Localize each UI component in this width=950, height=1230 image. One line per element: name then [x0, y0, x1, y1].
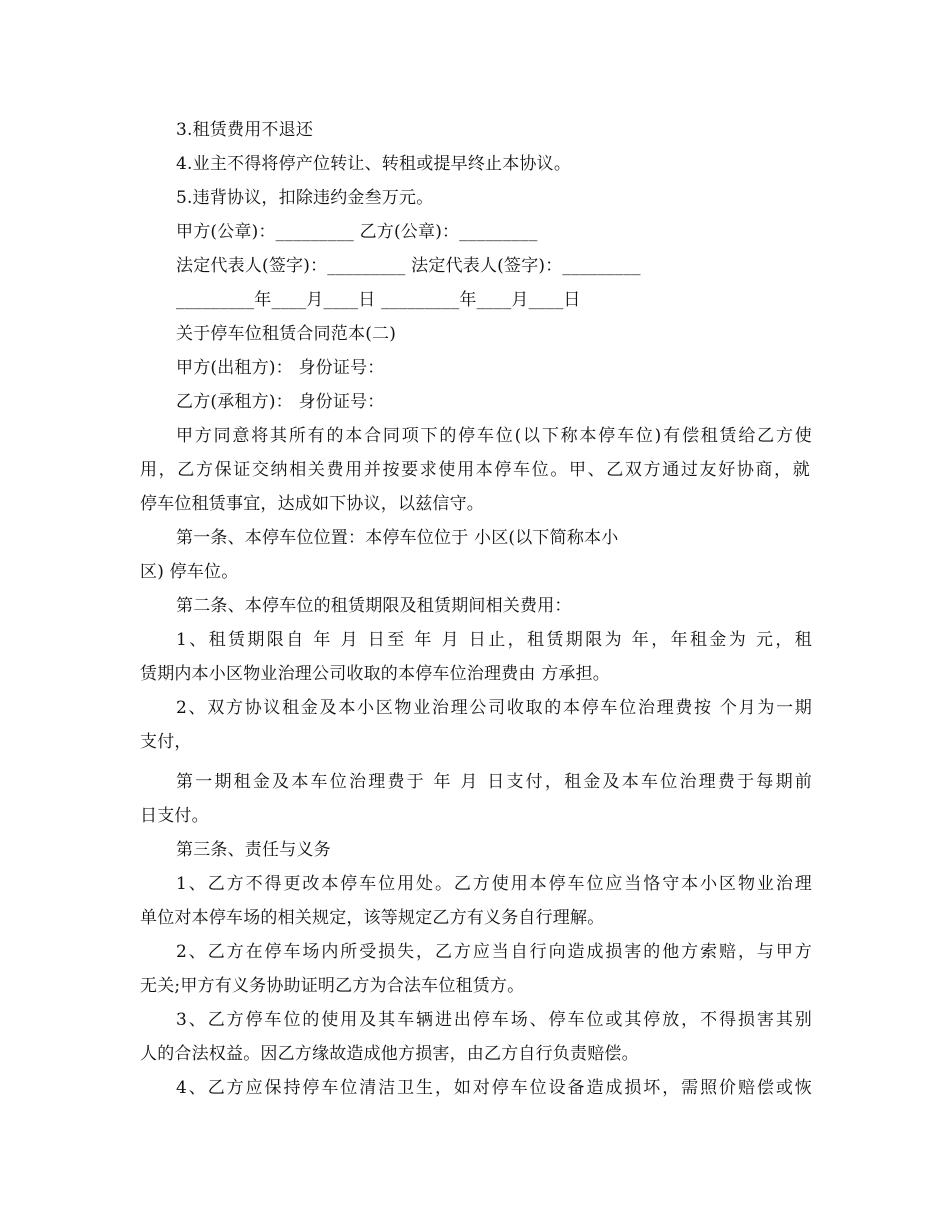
text-line: 1、乙方不得更改本停车位用处。乙方使用本停车位应当恪守本小区物业治理 [176, 874, 812, 894]
text-line: 人的合法权益。因乙方缘故造成他方损害，由乙方自行负责赔偿。 [140, 1044, 639, 1064]
text-line: 甲方同意将其所有的本合同项下的停车位(以下称本停车位)有偿租赁给乙方使 [176, 426, 812, 446]
text-line: 区) 停车位。 [140, 562, 239, 582]
text-line: 支付， [140, 732, 192, 752]
text-line: _________年____月____日 _________年____月____日 [176, 290, 581, 310]
text-line: 第一条、本停车位位置：本停车位位于 小区(以下简称本小 [176, 528, 619, 548]
text-line: 2、双方协议租金及本小区物业治理公司收取的本停车位治理费按 个月为一期 [176, 698, 812, 718]
text-line: 停车位租赁事宜，达成如下协议，以兹信守。 [140, 494, 484, 514]
text-line: 5.违背协议，扣除违约金叁万元。 [176, 188, 434, 208]
text-line: 第一期租金及本车位治理费于 年 月 日支付，租金及本车位治理费于每期前 [176, 772, 812, 792]
text-line: 第二条、本停车位的租赁期限及租赁期间相关费用： [176, 596, 572, 616]
section-title: 关于停车位租赁合同范本(二) [176, 324, 397, 344]
text-line: 日支付。 [140, 806, 209, 826]
text-line: 4.业主不得将停产位转让、转租或提早终止本协议。 [176, 154, 572, 174]
text-line: 3.租赁费用不退还 [176, 120, 314, 140]
text-line: 2、乙方在停车场内所受损失，乙方应当自行向造成损害的他方索赔，与甲方 [176, 942, 812, 962]
text-line: 法定代表人(签字)：_________ 法定代表人(签字)：_________ [176, 256, 641, 276]
text-line: 1、租赁期限自 年 月 日至 年 月 日止，租赁期限为 年，年租金为 元，租 [176, 630, 812, 650]
text-line: 3、乙方停车位的使用及其车辆进出停车场、停车位或其停放，不得损害其别 [176, 1010, 812, 1030]
text-line: 甲方(公章)：_________ 乙方(公章)：_________ [176, 222, 538, 242]
text-line: 乙方(承租方)： 身份证号： [176, 392, 385, 412]
text-line: 赁期内本小区物业治理公司收取的本停车位治理费由 方承担。 [140, 664, 611, 684]
text-line: 第三条、责任与义务 [176, 840, 331, 860]
text-line: 用，乙方保证交纳相关费用并按要求使用本停车位。甲、乙双方通过友好协商，就 [140, 460, 810, 480]
text-line: 甲方(出租方)： 身份证号： [176, 358, 385, 378]
text-line: 单位对本停车场的相关规定，该等规定乙方有义务自行理解。 [140, 908, 605, 928]
text-line: 4、乙方应保持停车位清洁卫生，如对停车位设备造成损坏，需照价赔偿或恢 [176, 1078, 812, 1098]
text-line: 无关;甲方有义务协助证明乙方为合法车位租赁方。 [140, 976, 525, 996]
